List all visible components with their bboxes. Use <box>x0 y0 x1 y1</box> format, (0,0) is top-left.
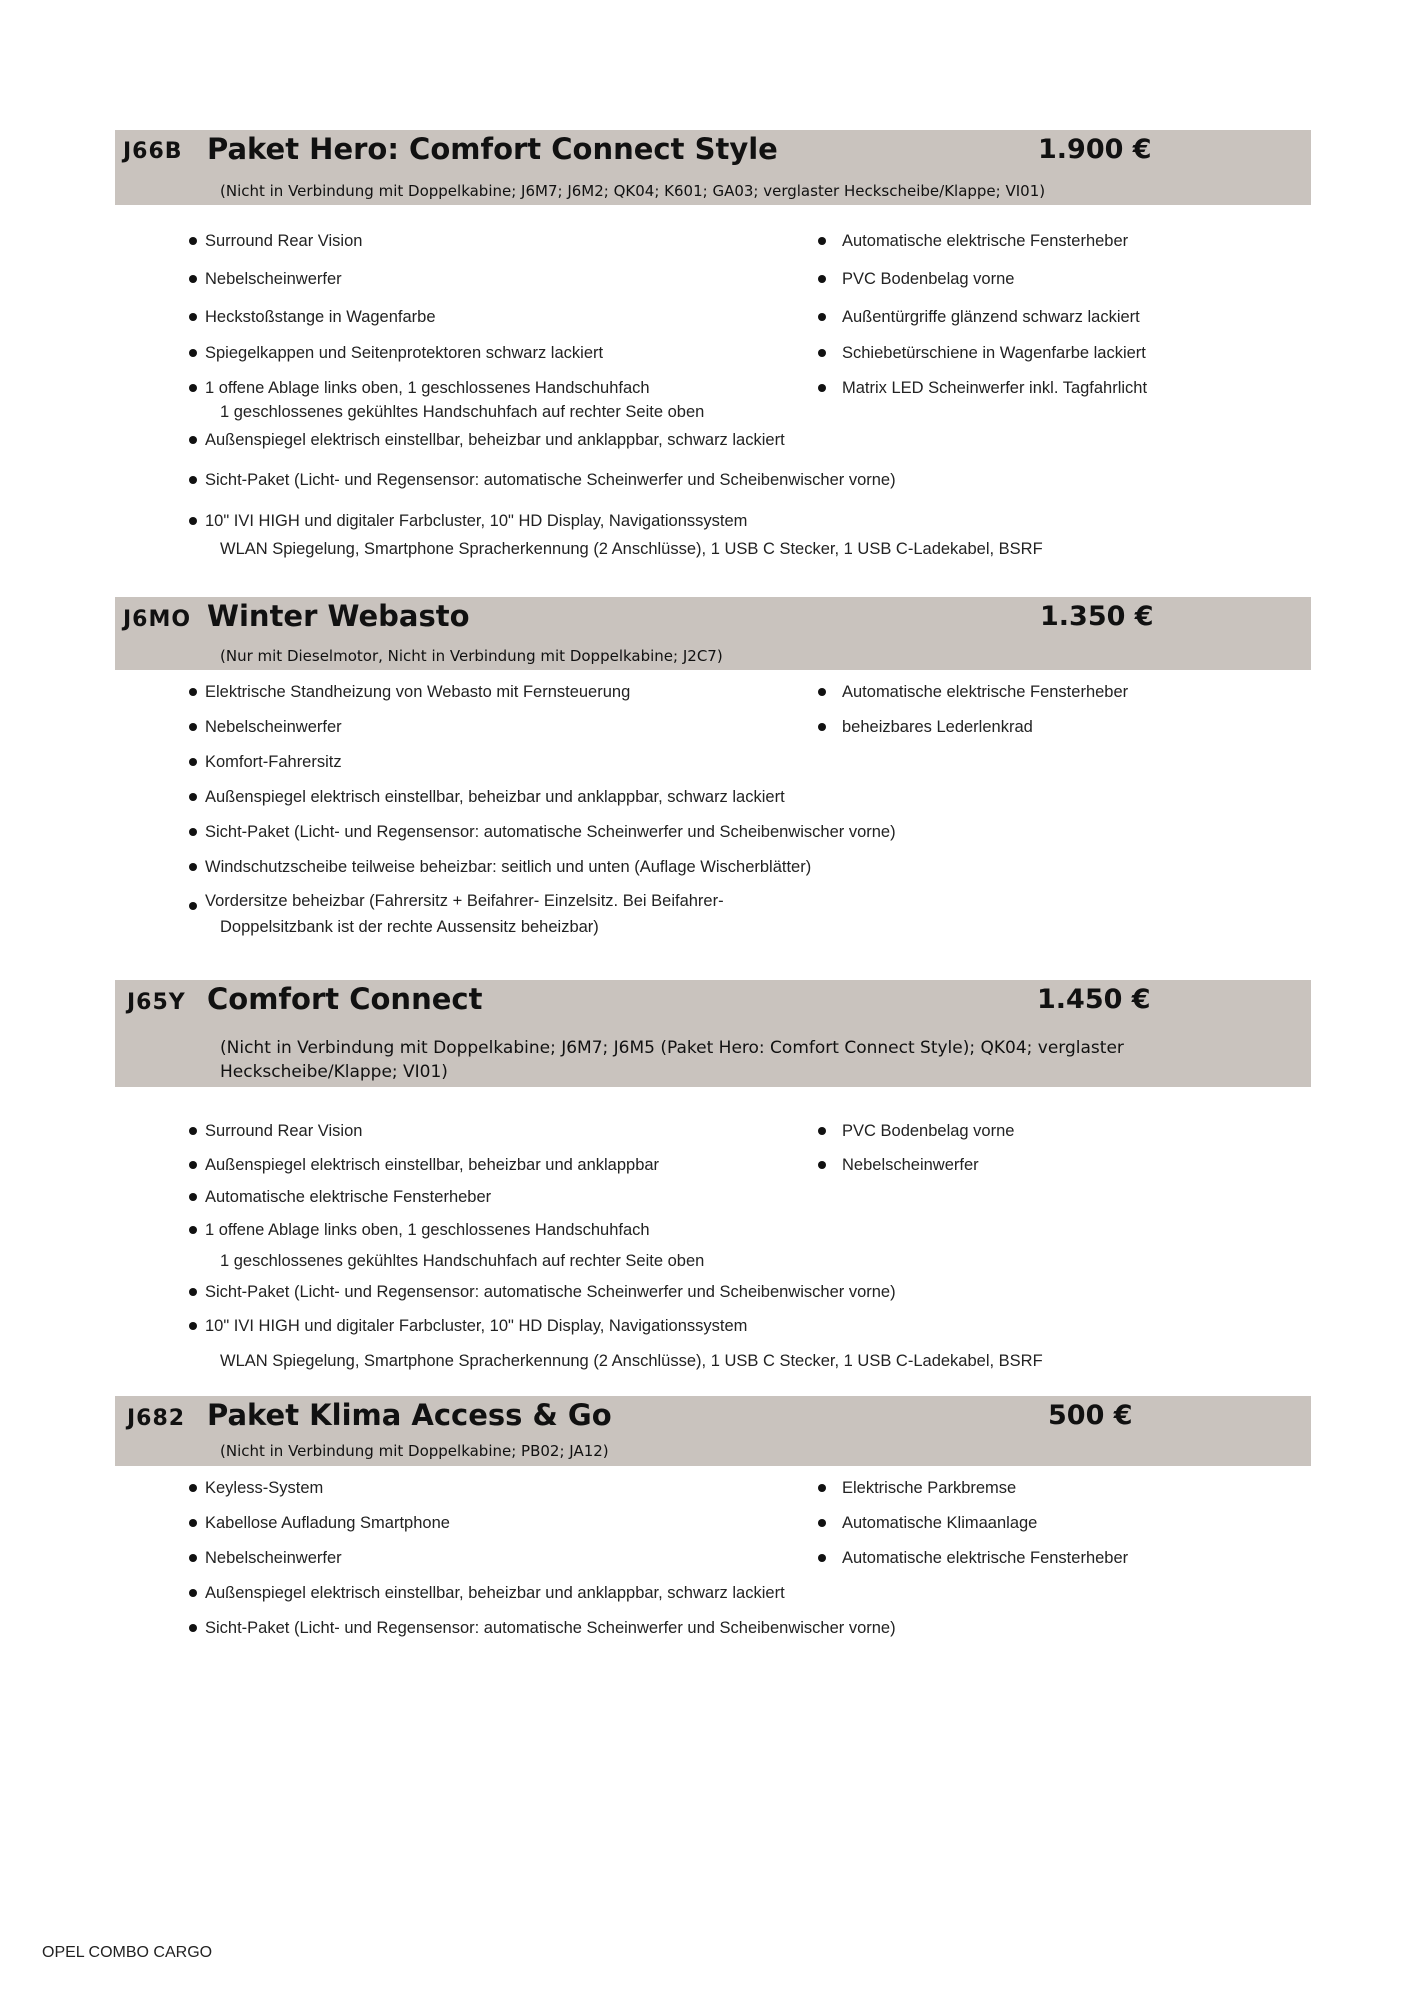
list-item: PVC Bodenbelag vorne <box>842 1118 1014 1144</box>
list-item-continuation: WLAN Spiegelung, Smartphone Spracherkennung (2 Anschlüsse), 1 USB C Stecker, 1 USB C-Ladekabel, BSRF <box>220 540 1043 558</box>
package-note-line: Heckscheibe/Klappe; VI01) <box>220 1062 448 1082</box>
list-item: Elektrische Standheizung von Webasto mit Fernsteuerung <box>205 679 630 705</box>
package-code: J6MO <box>123 607 192 632</box>
bullet-icon <box>189 1519 197 1527</box>
bullet-icon <box>189 349 197 357</box>
list-item: Schiebetürschiene in Wagenfarbe lackiert <box>842 340 1146 366</box>
package-code: J66B <box>123 139 183 164</box>
package-code: J682 <box>127 1406 186 1431</box>
list-item: Nebelscheinwerfer <box>205 266 342 292</box>
bullet-icon <box>818 1127 826 1135</box>
list-item: Sicht-Paket (Licht- und Regensensor: automatische Scheinwerfer und Scheibenwischer vorne) <box>205 1279 896 1305</box>
bullet-icon <box>818 1484 826 1492</box>
list-item: Surround Rear Vision <box>205 1118 362 1144</box>
list-item: Automatische Klimaanlage <box>842 1510 1037 1536</box>
list-item: 10" IVI HIGH und digitaler Farbcluster, 10" HD Display, Navigationssystem <box>205 1313 747 1339</box>
list-item: 10" IVI HIGH und digitaler Farbcluster, 10" HD Display, Navigationssystem <box>205 508 747 534</box>
package-note: (Nur mit Dieselmotor, Nicht in Verbindung mit Doppelkabine; J2C7) <box>220 647 723 665</box>
bullet-icon <box>189 1288 197 1296</box>
package-header <box>115 980 1311 1087</box>
list-item: Heckstoßstange in Wagenfarbe <box>205 304 436 330</box>
package-title: Paket Klima Access & Go <box>207 1398 612 1432</box>
list-item: Außenspiegel elektrisch einstellbar, beheizbar und anklappbar, schwarz lackiert <box>205 427 785 453</box>
package-price: 1.900 € <box>1038 134 1152 165</box>
bullet-icon <box>189 313 197 321</box>
bullet-icon <box>818 275 826 283</box>
list-item: Komfort-Fahrersitz <box>205 749 342 775</box>
list-item: Nebelscheinwerfer <box>205 714 342 740</box>
package-note-line: (Nicht in Verbindung mit Doppelkabine; J6M7; J6M5 (Paket Hero: Comfort Connect Style); QK04; verglaster <box>220 1038 1124 1058</box>
list-item: PVC Bodenbelag vorne <box>842 266 1014 292</box>
list-item: Außenspiegel elektrisch einstellbar, beheizbar und anklappbar <box>205 1152 659 1178</box>
bullet-icon <box>189 1322 197 1330</box>
package-price: 1.450 € <box>1037 984 1151 1015</box>
bullet-icon <box>818 1519 826 1527</box>
bullet-icon <box>189 688 197 696</box>
list-item-continuation: 1 geschlossenes gekühltes Handschuhfach auf rechter Seite oben <box>220 403 705 421</box>
bullet-icon <box>189 384 197 392</box>
package-note: (Nicht in Verbindung mit Doppelkabine; J6M7; J6M2; QK04; K601; GA03; verglaster Heckscheibe/Klappe; VI01) <box>220 182 1046 200</box>
list-item: Vordersitze beheizbar (Fahrersitz + Beifahrer- Einzelsitz. Bei Beifahrer- <box>205 888 724 914</box>
package-title: Winter Webasto <box>207 599 470 633</box>
package-note <box>220 1036 1124 1084</box>
list-item: 1 offene Ablage links oben, 1 geschlossenes Handschuhfach <box>205 1217 650 1243</box>
list-item: Automatische elektrische Fensterheber <box>842 1545 1128 1571</box>
list-item: Automatische elektrische Fensterheber <box>842 679 1128 705</box>
list-item: Sicht-Paket (Licht- und Regensensor: automatische Scheinwerfer und Scheibenwischer vorne) <box>205 819 896 845</box>
bullet-icon <box>189 1161 197 1169</box>
bullet-icon <box>189 237 197 245</box>
package-title: Paket Hero: Comfort Connect Style <box>207 132 778 166</box>
bullet-icon <box>189 476 197 484</box>
bullet-icon <box>189 1589 197 1597</box>
package-header <box>115 130 1311 205</box>
bullet-icon <box>189 436 197 444</box>
list-item: Automatische elektrische Fensterheber <box>842 228 1128 254</box>
list-item: Spiegelkappen und Seitenprotektoren schwarz lackiert <box>205 340 603 366</box>
package-price: 1.350 € <box>1040 601 1154 632</box>
list-item: Surround Rear Vision <box>205 228 362 254</box>
list-item: Nebelscheinwerfer <box>205 1545 342 1571</box>
bullet-icon <box>189 793 197 801</box>
bullet-icon <box>818 723 826 731</box>
list-item: Außentürgriffe glänzend schwarz lackiert <box>842 304 1140 330</box>
bullet-icon <box>818 1554 826 1562</box>
list-item-continuation: WLAN Spiegelung, Smartphone Spracherkennung (2 Anschlüsse), 1 USB C Stecker, 1 USB C-Ladekabel, BSRF <box>220 1352 1043 1370</box>
list-item: Windschutzscheibe teilweise beheizbar: seitlich und unten (Auflage Wischerblätter) <box>205 854 811 880</box>
bullet-icon <box>189 1127 197 1135</box>
package-price: 500 € <box>1048 1400 1133 1431</box>
bullet-icon <box>818 1161 826 1169</box>
list-item: Sicht-Paket (Licht- und Regensensor: automatische Scheinwerfer und Scheibenwischer vorne) <box>205 1615 896 1641</box>
bullet-icon <box>189 275 197 283</box>
list-item: Nebelscheinwerfer <box>842 1152 979 1178</box>
list-item: Automatische elektrische Fensterheber <box>205 1184 491 1210</box>
bullet-icon <box>818 349 826 357</box>
list-item: Außenspiegel elektrisch einstellbar, beheizbar und anklappbar, schwarz lackiert <box>205 1580 785 1606</box>
list-item: Sicht-Paket (Licht- und Regensensor: automatische Scheinwerfer und Scheibenwischer vorne) <box>205 467 896 493</box>
bullet-icon <box>189 828 197 836</box>
bullet-icon <box>189 758 197 766</box>
package-note: (Nicht in Verbindung mit Doppelkabine; PB02; JA12) <box>220 1442 609 1460</box>
bullet-icon <box>189 1554 197 1562</box>
package-code: J65Y <box>127 990 186 1015</box>
bullet-icon <box>189 1226 197 1234</box>
list-item: Elektrische Parkbremse <box>842 1475 1016 1501</box>
list-item: 1 offene Ablage links oben, 1 geschlossenes Handschuhfach <box>205 375 650 401</box>
bullet-icon <box>189 517 197 525</box>
package-header <box>115 597 1311 670</box>
bullet-icon <box>189 863 197 871</box>
bullet-icon <box>818 384 826 392</box>
bullet-icon <box>818 237 826 245</box>
list-item-continuation: Doppelsitzbank ist der rechte Aussensitz beheizbar) <box>220 918 599 936</box>
bullet-icon <box>189 1193 197 1201</box>
list-item: beheizbares Lederlenkrad <box>842 714 1033 740</box>
list-item-continuation: 1 geschlossenes gekühltes Handschuhfach auf rechter Seite oben <box>220 1252 705 1270</box>
package-title: Comfort Connect <box>207 982 483 1016</box>
bullet-icon <box>189 723 197 731</box>
list-item: Keyless-System <box>205 1475 323 1501</box>
bullet-icon <box>818 313 826 321</box>
bullet-icon <box>189 902 197 910</box>
bullet-icon <box>189 1484 197 1492</box>
list-item: Kabellose Aufladung Smartphone <box>205 1510 450 1536</box>
bullet-icon <box>189 1624 197 1632</box>
list-item: Außenspiegel elektrisch einstellbar, beheizbar und anklappbar, schwarz lackiert <box>205 784 785 810</box>
bullet-icon <box>818 688 826 696</box>
package-header <box>115 1396 1311 1466</box>
footer-label: OPEL COMBO CARGO <box>42 1944 213 1961</box>
list-item: Matrix LED Scheinwerfer inkl. Tagfahrlicht <box>842 375 1147 401</box>
